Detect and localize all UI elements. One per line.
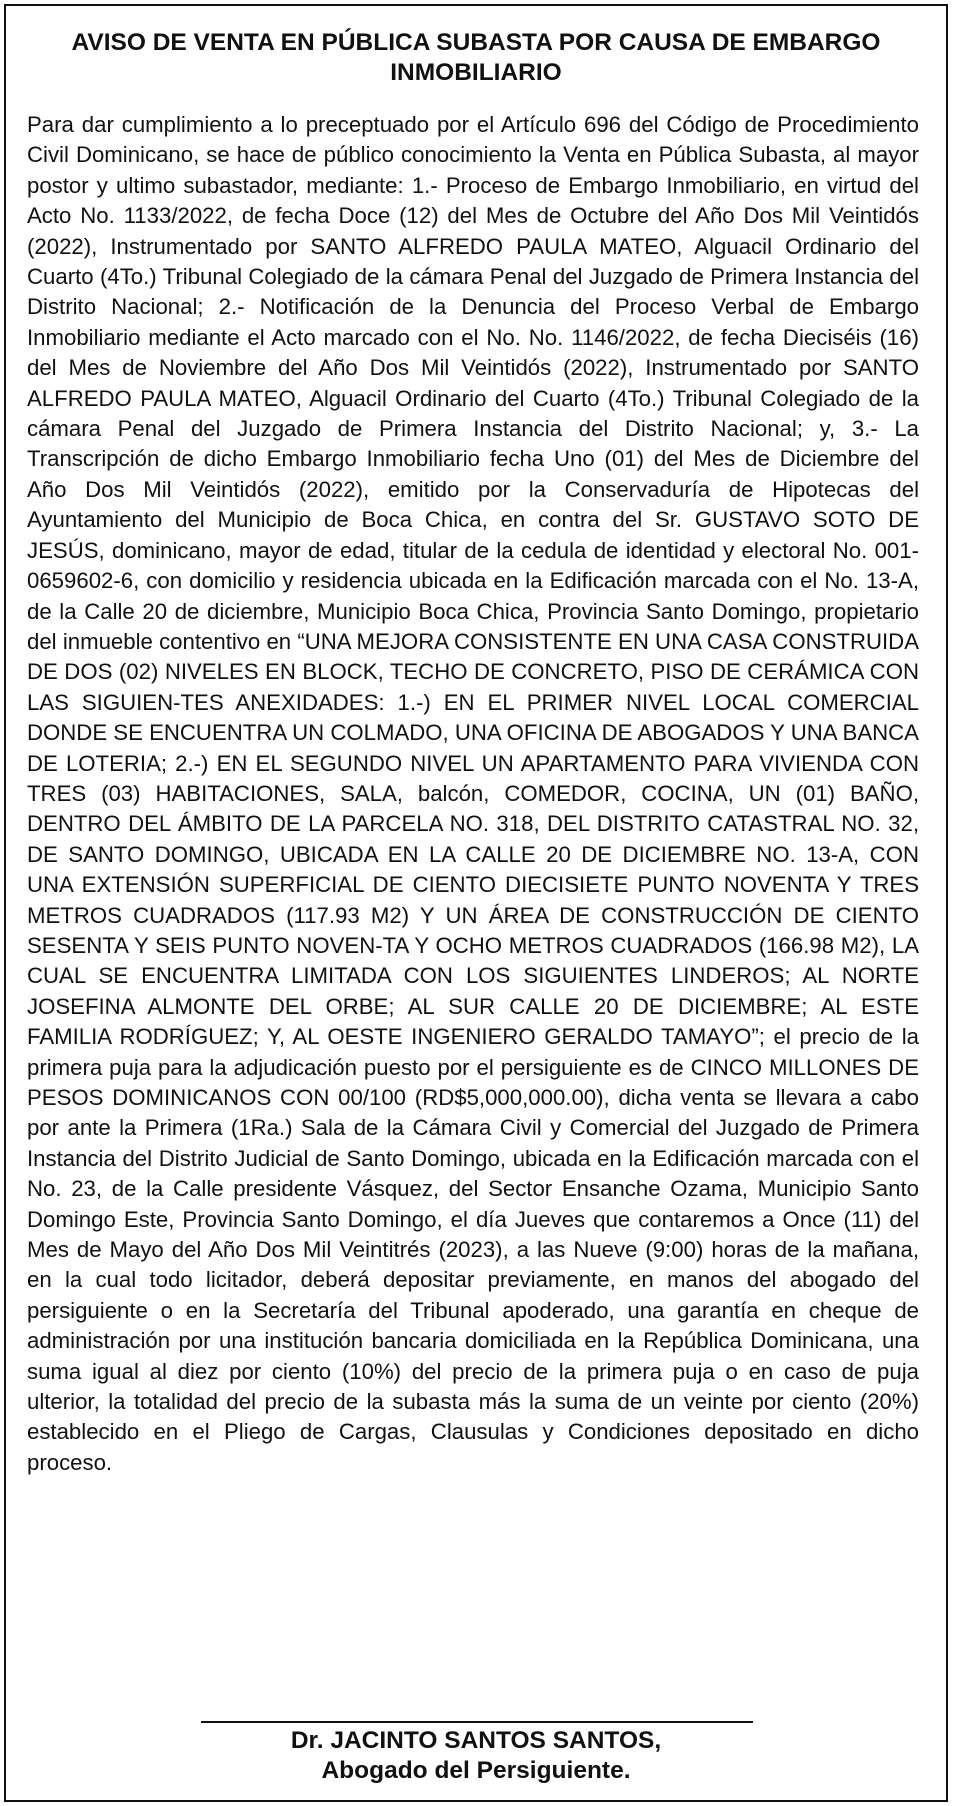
notice-body: Para dar cumplimiento a lo preceptuado por el Artículo 696 del Código de Procedimiento Civil Dominicano, se hace de público conocimiento la Venta en Pública Subasta, al mayor postor y ultimo subastador, mediante: 1.- Proceso de Embargo Inmobiliario, en virtud del Acto No. 1133/2022, de fecha Doce (12) del Mes de Octubre del Año Dos Mil Veintidós (2022), Instrumentado por SANTO ALFREDO PAULA MATEO, Alguacil Ordinario del Cuarto (4To.) Tribunal Colegiado de la cámara Penal del Juzgado de Primera Instancia del Distrito Nacional; 2.- Notificación de la Denuncia del Proceso Verbal de Embargo Inmobiliario mediante el Acto marcado con el No. No. 1146/2022, de fecha Dieciséis (16) del Mes de Noviembre del Año Dos Mil Veintidós (2022), Instrumentado por SANTO ALFREDO PAULA MATEO, Alguacil Ordinario del Cuarto (4To.) Tribunal Colegiado de la cámara Penal del Juzgado de Primera Instancia del Distrito Nacional; y, 3.- La Transcripción de dicho Embargo Inmobiliario fecha Uno (01) del Mes de Diciembre del Año Dos Mil Veintidós (2022), emitido por la Conservaduría de Hipotecas del Ayuntamiento del Municipio de Boca Chica, en contra del Sr. GUSTAVO SOTO DE JESÚS, dominicano, mayor de edad, titular de la cedula de identidad y electoral No. 001-0659602-6, con domicilio y residencia ubicada en la Edificación marcada con el No. 13-A, de la Calle 20 de diciembre, Municipio Boca Chica, Provincia Santo Domingo, propietario del inmueble contentivo en “UNA MEJORA CONSISTENTE EN UNA CASA CONSTRUIDA DE DOS (02) NIVELES EN BLOCK, TECHO DE CONCRETO, PISO DE CERÁMICA CON LAS SIGUIEN-TES ANEXIDADES: 1.-) EN EL PRIMER NIVEL LOCAL COMERCIAL DONDE SE ENCUENTRA UN COLMADO, UNA OFICINA DE ABOGADOS Y UNA BANCA DE LOTERIA; 2.-) EN EL SEGUNDO NIVEL UN APARTAMENTO PARA VIVIENDA CON TRES (03) HABITACIONES, SALA, balcón, COMEDOR, COCINA, UN (01) BAÑO, DENTRO DEL ÁMBITO DE LA PARCELA NO. 318, DEL DISTRITO CATASTRAL NO. 32, DE SANTO DOMINGO, UBICADA EN LA CALLE 20 DE DICIEMBRE NO. 13-A, CON UNA EXTENSIÓN SUPERFICIAL DE CIENTO DIECISIETE PUNTO NOVENTA Y TRES METROS CUADRADOS (117.93 M2) Y UN ÁREA DE CONSTRUCCIÓN DE CIENTO SESENTA Y SEIS PUNTO NOVEN-TA Y OCHO METROS CUADRADOS (166.98 M2), LA CUAL SE ENCUENTRA LIMITADA CON LOS SIGUIENTES LINDEROS; AL NORTE JOSEFINA ALMONTE DEL ORBE; AL SUR CALLE 20 DE DICIEMBRE; AL ESTE FAMILIA RODRÍGUEZ; Y, AL OESTE INGENIERO GERALDO TAMAYO”; el precio de la primera puja para la adjudicación puesto por el persiguiente es de CINCO MILLONES DE PESOS DOMINICANOS CON 00/100 (RD$5,000,000.00), dicha venta se llevara a cabo por ante la Primera (1Ra.) Sala de la Cámara Civil y Comercial del Juzgado de Primera Instancia del Distrito Judicial de Santo Domingo, ubicada en la Edificación marcada con el No. 23, de la Calle presidente Vásquez, del Sector Ensanche Ozama, Municipio Santo Domingo Este, Provincia Santo Domingo, el día Jueves que contaremos a Once (11) del Mes de Mayo del Año Dos Mil Veintitrés (2023), a las Nueve (9:00) horas de la mañana, en la cual todo licitador, deberá depositar previamente, en manos del abogado del persiguiente o en la Secretaría del Tribunal apoderado, una garantía en cheque de administración por una institución bancaria domiciliada en la República Dominicana, una suma igual al diez por ciento (10%) del precio de la primera puja o en caso de puja ulterior, la totalidad del precio de la subasta más la suma de un veinte por ciento (20%) establecido en el Pliego de Cargas, Clausulas y Condiciones depositado en dicho proceso. bbox=[27, 112, 919, 1475]
notice-title: AVISO DE VENTA EN PÚBLICA SUBASTA POR CAUSA DE EMBARGO INMOBILIARIO bbox=[71, 29, 881, 86]
signature-name: Dr. JACINTO SANTOS SANTOS, bbox=[290, 1727, 662, 1754]
signature-line bbox=[201, 1721, 753, 1723]
signature-role: Abogado del Persiguiente. bbox=[321, 1757, 631, 1784]
legal-notice bbox=[4, 4, 948, 1802]
signature-block bbox=[46, 1726, 906, 1786]
